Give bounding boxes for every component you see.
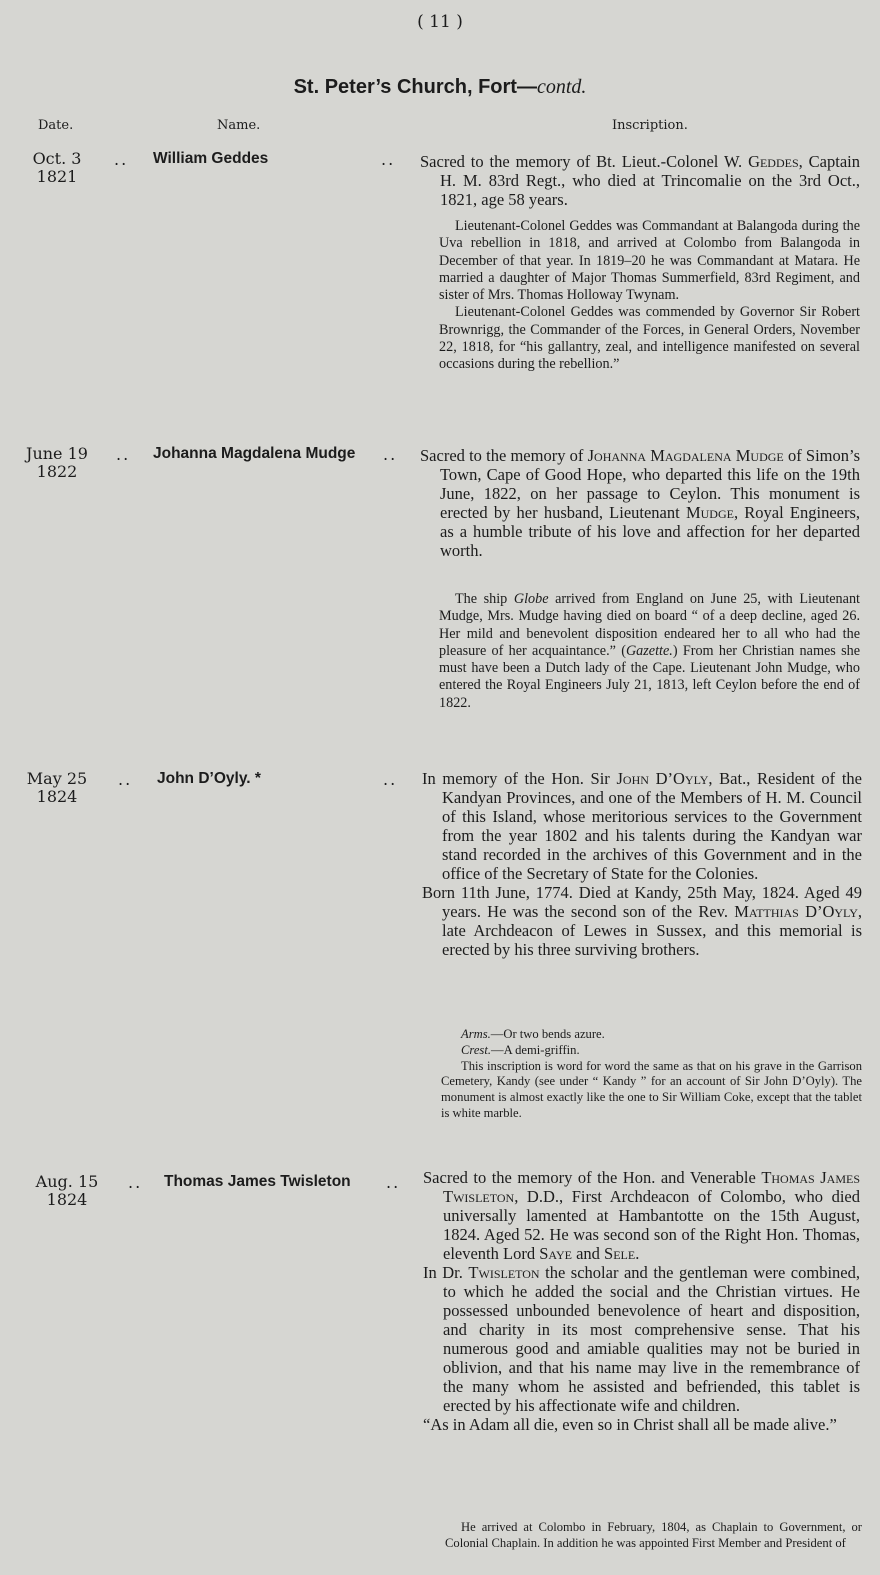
inscription-paragraph: In Dr. Twisleton the scholar and the gentleman were combined, to which he added the social and the Christian virtues. He possessed unbounded benevolence of heart and disposition, and charity in its most comprehensive sense. That his numerous good and amiable qualities may not be buried in oblivion, and that his name may live in the remembrance of the many whom he assisted and befriended, this tablet is erected by his affectionate wife and children. [423, 1263, 860, 1415]
date-day: Aug. 15 [35, 1172, 99, 1191]
date-year: 1821 [36, 167, 78, 186]
heraldry-note [441, 1027, 862, 1122]
crest-line: Crest.—A demi-griffin. [461, 1042, 580, 1057]
entry-name: William Geddes [153, 150, 269, 167]
inscription-paragraph: Born 11th June, 1774. Died at Kandy, 25th May, 1824. Aged 49 years. He was the second son of the Rev. Matthias D’Oyly, late Archdeacon of Lewes in Sussex, and this memorial is erected by his three surviving brothers. [422, 883, 862, 959]
arms-line: Arms.—Or two bends azure. [461, 1027, 605, 1041]
entry-date [12, 770, 102, 806]
name-smallcaps: Matthias D’Oyly [734, 902, 858, 921]
historical-note [445, 1520, 862, 1552]
date-year: 1824 [36, 787, 78, 806]
note-paragraph: Lieutenant-Colonel Geddes was Commandant at Balangoda during the Uva rebellion in 1818, and arrived at Colombo from Balangoda in December of that year. In 1819–20 he was Commandant at Matara. He married a daughter of Major Thomas Summerfield, 83rd Regiment, and sister of Mrs. Thomas Holloway Twynam. [439, 218, 860, 304]
inscription: Sacred to the memory of Bt. Lieut.-Colonel W. Geddes, Captain H. M. 83rd Regt., who died at Trincomalie on the 3rd Oct., 1821, age 58 years. [420, 152, 860, 209]
header-date: Date. [38, 118, 74, 133]
scripture-verse: “As in Adam all die, even so in Christ shall all be made alive.” [423, 1415, 837, 1434]
ship-name: Globe [513, 591, 549, 607]
date-day: May 25 [26, 769, 88, 788]
date-year: 1822 [36, 462, 78, 481]
note-paragraph: The ship Globe arrived from England on June 25, with Lieutenant Mudge, Mrs. Mudge having died on board “ of a deep decline, aged 26. Her mild and benevolent disposition endeared her to all who had the pleasure of her acquaintance.” (Gazette.) From her Christian names she must have been a Dutch lady of the Cape. Lieutenant John Mudge, who entered the Royal Engineers July 21, 1813, left Ceylon before the end of 1822. [439, 591, 860, 711]
surname-smallcaps: Mudge [685, 503, 734, 522]
header-inscription: Inscription. [612, 118, 688, 133]
note-paragraph: This inscription is word for word the same as that on his grave in the Garrison Cemetery, Kandy (see under “ Kandy ” for an account of Sir John D’Oyly). The monument is almost exactly like the one to Sir William Coke, except that the tablet is white marble. [441, 1058, 862, 1120]
name-smallcaps: Thomas James Twisleton [443, 1168, 860, 1206]
inscription: Sacred to the memory of Johanna Magdalena Mudge of Simon’s Town, Cape of Good Hope, who departed this life on the 19th June, 1822, on her passage to Ceylon. This monument is erected by her husband, Lieutenant Mudge, Royal Engineers, as a humble tribute of his love and affection for her departed worth. [420, 446, 861, 560]
date-day: Oct. 3 [32, 149, 82, 168]
name-smallcaps: John D’Oyly [616, 769, 709, 788]
date-day: June 19 [26, 444, 88, 463]
leader-dots: .. [381, 150, 396, 169]
title-contd: contd. [536, 76, 587, 98]
historical-note [439, 218, 860, 374]
inscription-paragraph: Sacred to the memory of the Hon. and Venerable Thomas James Twisleton, D.D., First Archdeacon of Colombo, who died universally lamented at Hambantotte on the 15th August, 1824. Aged 52. He was second son of the Right Hon. Thomas, eleventh Lord Saye and Sele. [423, 1168, 860, 1263]
inscription [422, 769, 862, 959]
surname-smallcaps: Geddes [748, 152, 799, 171]
name-smallcaps: Johanna Magdalena Mudge [587, 446, 784, 465]
leader-dots: .. [114, 150, 129, 169]
page-title [0, 76, 880, 99]
leader-dots: .. [383, 445, 398, 464]
entry-name: Johanna Magdalena Mudge [153, 445, 356, 462]
note-paragraph: Lieutenant-Colonel Geddes was commended by Governor Sir Robert Brownrigg, the Commander of the Forces, in General Orders, November 22, 1818, for “his gallantry, zeal, and intelligence manifested on several occasions during the rebellion.” [439, 304, 860, 373]
title-main: St. Peter’s Church, Fort— [293, 76, 537, 98]
asterisk-mark: * [254, 770, 261, 787]
leader-dots: .. [386, 1173, 401, 1192]
header-name: Name. [217, 118, 261, 133]
entry-name: Thomas James Twisleton [164, 1173, 351, 1190]
date-year: 1824 [46, 1190, 88, 1209]
historical-note [439, 591, 860, 712]
entry-name: John D’Oyly. * [157, 770, 261, 787]
leader-dots: .. [118, 770, 133, 789]
entry-date [22, 1173, 112, 1209]
leader-dots: .. [383, 770, 398, 789]
inscription-paragraph: In memory of the Hon. Sir John D’Oyly, Bat., Resident of the Kandyan Provinces, and one of the Members of H. M. Council of this Island, whose meritorious services to the Government from the year 1802 and his talents during the Kandyan war stand recorded in the archives of this Government and in the office of the Secretary of State for the Colonies. [422, 769, 863, 883]
page-number: ( 11 ) [417, 12, 463, 32]
inscription [423, 1168, 860, 1434]
leader-dots: .. [128, 1173, 143, 1192]
leader-dots: .. [116, 445, 131, 464]
note-paragraph: He arrived at Colombo in February, 1804, as Chaplain to Government, or Colonial Chaplain. In addition he was appointed First Member and President of [445, 1520, 862, 1550]
entry-date [12, 150, 102, 186]
entry-date [12, 445, 102, 481]
source-citation: Gazette. [625, 642, 673, 659]
